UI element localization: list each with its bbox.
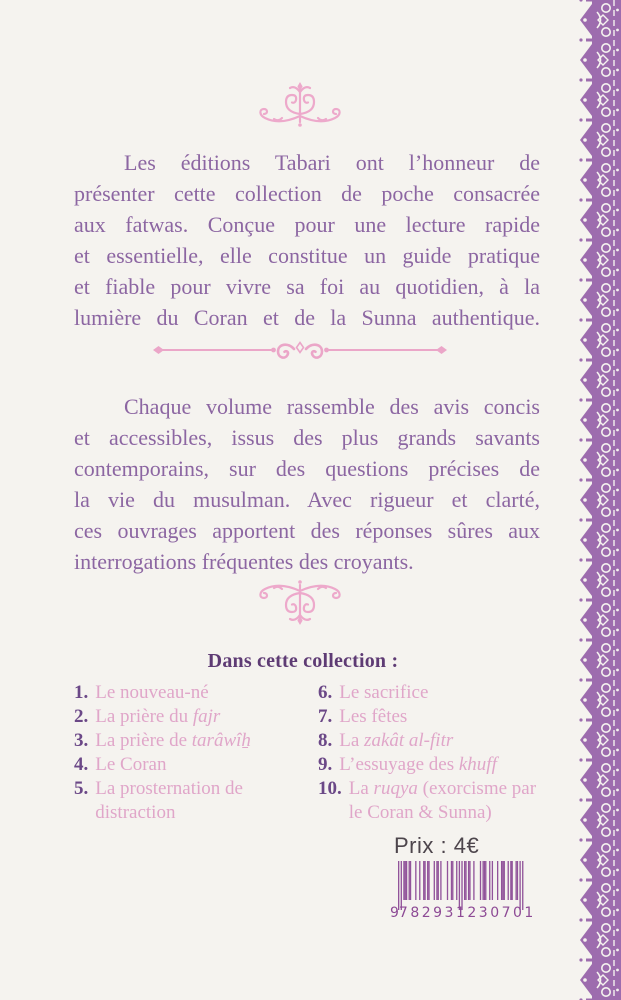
- item-title: Le sacrifice: [339, 682, 429, 703]
- list-item: [74, 777, 306, 825]
- barcode-digit-first: 9: [390, 905, 399, 921]
- collection-heading: Dans cette collection :: [207, 650, 399, 672]
- barcode-bars-icon: [390, 861, 524, 911]
- intro-line: et essentielle, elle constitue un guide pratique: [74, 243, 540, 268]
- barcode-digit-group: 230701: [467, 905, 536, 921]
- item-number: 1.: [74, 682, 89, 703]
- barcode: [390, 861, 536, 921]
- intro-line: aux fatwas. Conçue pour une lecture rapide: [74, 212, 540, 237]
- list-item: [318, 753, 544, 777]
- item-number: 2.: [74, 706, 89, 727]
- description-line: contemporains, sur des questions précises de: [74, 456, 540, 481]
- description-line: la vie du musulman. Avec rigueur et clarté,: [74, 487, 540, 512]
- list-item: [74, 729, 306, 753]
- item-title: La ruqya (exorcisme par le Coran & Sunna): [348, 778, 537, 823]
- list-item: [318, 681, 544, 705]
- item-title: Les fêtes: [339, 706, 408, 727]
- item-number: 5.: [74, 778, 89, 799]
- collection-column-right: [318, 681, 544, 825]
- intro-line: Les éditions Tabari ont l’honneur de: [124, 150, 540, 175]
- barcode-digit-group: 782931: [398, 905, 468, 921]
- item-number: 10.: [318, 778, 342, 799]
- list-item: [74, 681, 306, 705]
- list-item: [74, 753, 306, 777]
- item-title: La prière de tarâwîẖ: [95, 730, 251, 751]
- divider-ornament-icon: [152, 337, 448, 368]
- flourish-top-ornament-icon: [249, 80, 351, 133]
- item-number: 6.: [318, 682, 333, 703]
- description-line: ces ouvrages apportent des réponses sûres aux: [74, 518, 540, 543]
- list-item: [74, 705, 306, 729]
- item-title: La zakât al-fitr: [339, 730, 454, 751]
- intro-line: présenter cette collection de poche consacrée: [74, 181, 540, 206]
- item-title: La prière du fajr: [95, 706, 221, 727]
- description-paragraph: [74, 391, 540, 577]
- intro-line: lumière du Coran et de la Sunna authentique.: [74, 305, 540, 330]
- flourish-bottom-ornament-icon: [249, 574, 351, 627]
- price-label: Prix : 4€: [394, 833, 480, 858]
- item-number: 4.: [74, 754, 89, 775]
- intro-paragraph: [74, 147, 540, 333]
- description-line: Chaque volume rassemble des avis concis: [124, 394, 540, 419]
- item-title: Le Coran: [95, 754, 167, 775]
- arabesque-pattern-icon: [576, 0, 621, 1000]
- item-title: Le nouveau-né: [95, 682, 209, 703]
- list-item: [318, 777, 544, 825]
- item-number: 8.: [318, 730, 333, 751]
- description-line: interrogations fréquentes des croyants.: [74, 549, 414, 574]
- item-number: 7.: [318, 706, 333, 727]
- collection-column-left: [74, 681, 306, 825]
- barcode-digits: [390, 905, 536, 921]
- item-title: La prosternation de distraction: [95, 778, 243, 823]
- item-title: L’essuyage des khuff: [339, 754, 497, 775]
- intro-line: et fiable pour vivre sa foi au quotidien, à la: [74, 274, 540, 299]
- description-line: et accessibles, issus des plus grands savants: [74, 425, 540, 450]
- list-item: [318, 705, 544, 729]
- collection-list: [74, 681, 544, 825]
- arabesque-border-strip: [576, 0, 621, 1000]
- item-number: 9.: [318, 754, 333, 775]
- list-item: [318, 729, 544, 753]
- item-number: 3.: [74, 730, 89, 751]
